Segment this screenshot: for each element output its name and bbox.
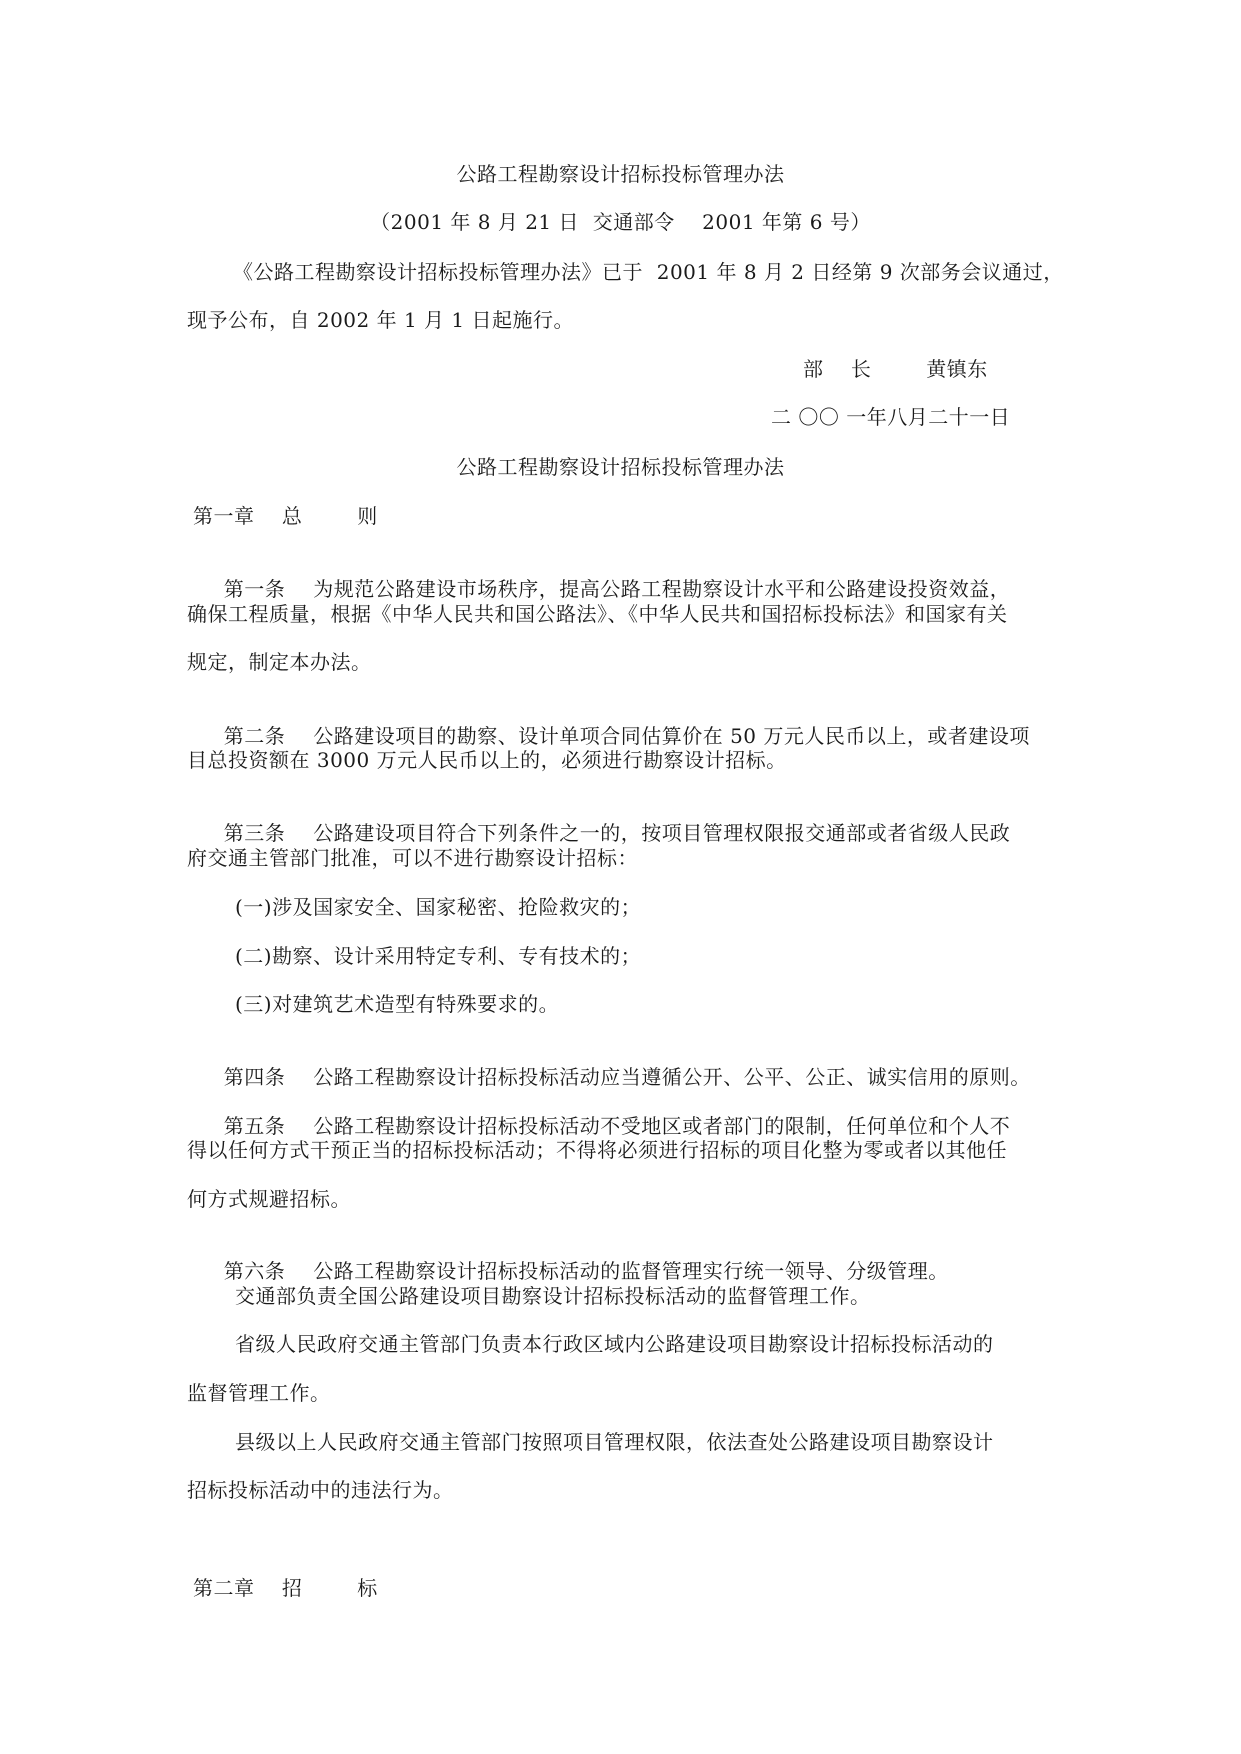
article-1-text: 为规范公路建设市场秩序，提高公路工程勘察设计水平和公路建设投资效益， (313, 577, 1011, 601)
document-title: 公路工程勘察设计招标投标管理办法 (456, 162, 785, 186)
article-2-text: 公路建设项目的勘察、设计单项合同估算价在 50 万元人民币以上，或者建设项 (313, 724, 1030, 748)
article-3-first-line (210, 797, 1010, 845)
article-5-label: 第五条 (223, 1114, 286, 1138)
article-6-para-3-line-1: 县级以上人民政府交通主管部门按照项目管理权限，依法查处公路建设项目勘察设计 (235, 1430, 994, 1454)
document-subtitle: （2001 年 8 月 21 日 交通部令 2001 年第 6 号） (370, 210, 871, 234)
article-5-text: 公路工程勘察设计招标投标活动不受地区或者部门的限制，任何单位和个人不 (313, 1114, 1011, 1138)
article-6-first-line (210, 1235, 949, 1283)
article-6-label: 第六条 (223, 1259, 286, 1283)
article-3-line-2: 府交通主管部门批准，可以不进行勘察设计招标： (187, 846, 638, 870)
article-1-label: 第一条 (223, 577, 286, 601)
document-title-repeat: 公路工程勘察设计招标投标管理办法 (456, 455, 785, 479)
article-3-label: 第三条 (223, 821, 286, 845)
intro-line-1: 《公路工程勘察设计招标投标管理办法》已于 2001 年 8 月 2 日经第 9 次部务会议通过， (233, 260, 1064, 284)
article-1-line-2: 确保工程质量，根据《中华人民共和国公路法》、《中华人民共和国招标投标法》和国家有关 (187, 602, 1008, 626)
signature-role: 部 长 黄镇东 (803, 357, 988, 381)
article-6-para-1: 交通部负责全国公路建设项目勘察设计招标投标活动的监督管理工作。 (235, 1284, 871, 1308)
chapter-2-heading: 第二章 招 标 (193, 1576, 378, 1600)
signature-date: 二 〇〇 一年八月二十一日 (771, 405, 1011, 429)
article-4-first-line (210, 1041, 1031, 1089)
article-6-text: 公路工程勘察设计招标投标活动的监督管理实行统一领导、分级管理。 (313, 1259, 949, 1283)
article-6-para-3-line-2: 招标投标活动中的违法行为。 (187, 1478, 454, 1502)
article-1-first-line (210, 553, 1010, 601)
article-6-para-2-line-2: 监督管理工作。 (187, 1381, 331, 1405)
chapter-1-heading: 第一章 总 则 (193, 504, 378, 528)
intro-line-2: 现予公布，自 2002 年 1 月 1 日起施行。 (187, 308, 574, 332)
article-3-text: 公路建设项目符合下列条件之一的，按项目管理权限报交通部或者省级人民政 (313, 821, 1011, 845)
article-4-label: 第四条 (223, 1065, 286, 1089)
article-1-line-3: 规定，制定本办法。 (187, 650, 372, 674)
article-3-item-1: (一)涉及国家安全、国家秘密、抢险救灾的； (235, 895, 642, 919)
article-3-item-3: (三)对建筑艺术造型有特殊要求的。 (235, 992, 560, 1016)
article-3-item-2: (二)勘察、设计采用特定专利、专有技术的； (235, 944, 642, 968)
article-2-line-2: 目总投资额在 3000 万元人民币以上的，必须进行勘察设计招标。 (187, 748, 787, 772)
article-2-first-line (210, 700, 1030, 748)
article-5-first-line (210, 1090, 1010, 1138)
article-5-line-2: 得以任何方式干预正当的招标投标活动；不得将必须进行招标的项目化整为零或者以其他任 (187, 1138, 1007, 1162)
article-2-label: 第二条 (223, 724, 286, 748)
article-5-line-3: 何方式规避招标。 (187, 1187, 351, 1211)
article-6-para-2-line-1: 省级人民政府交通主管部门负责本行政区域内公路建设项目勘察设计招标投标活动的 (235, 1332, 994, 1356)
article-4-text: 公路工程勘察设计招标投标活动应当遵循公开、公平、公正、诚实信用的原则。 (313, 1065, 1031, 1089)
